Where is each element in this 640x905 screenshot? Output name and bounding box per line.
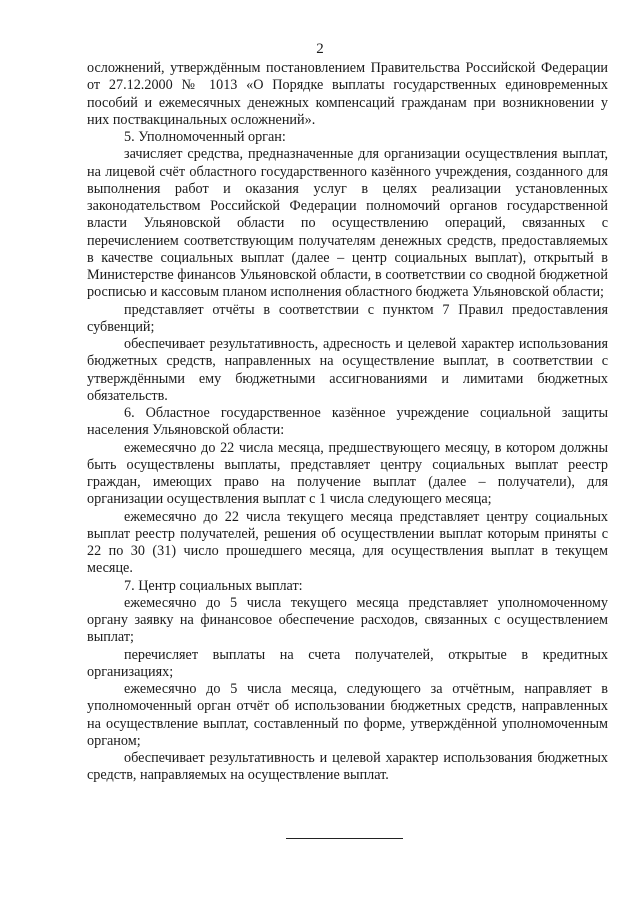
section-7-heading: 7. Центр социальных выплат: [124,577,303,594]
paragraph-continuation: осложнений, утверждённым постановлением Правительства Российской Федерации от 27.12.2000 № 1013 «О Порядке выплаты государственных единовременных пособий и ежемесячных денежных компенсаций гражданам при возникновении у них поствакцинальных осложнений». [87,60,608,128]
paragraph-usage-report: ежемесячно до 5 числа месяца, следующего за отчётным, направляет в уполномоченный орган отчёт об использовании бюджетных средств, направленных на осуществление выплат, составленный по форме, утверждённой уполномоченным органом; [87,681,608,749]
section-5-heading: 5. Уполномоченный орган: [124,129,286,145]
closing-divider [286,838,403,839]
section-6-heading: 6. Областное государственное казённое учреждение социальной защиты населения Ульяновской области: [87,405,608,439]
paragraph-registry-monthly: ежемесячно до 22 числа месяца, предшествующего месяцу, в котором должны быть осуществлены выплаты, представляет центру социальных выплат реестр граждан, имеющих право на получение выплат (далее – получатели), для организации осуществления выплат с 1 числа следующего месяца; [87,439,608,508]
paragraph-targeted-use: обеспечивает результативность и целевой характер использования бюджетных средств, направляемых на осуществление выплат. [87,750,608,784]
page-number: 2 [316,41,324,57]
paragraph-reports: представляет отчёты в соответствии с пунктом 7 Правил предоставления субвенций; [87,301,608,335]
paragraph-registry-current: ежемесячно до 22 числа текущего месяца представляет центру социальных выплат реестр получателей, решения об осуществлении выплат которым приняты с 22 по 30 (31) число прошедшего месяца, для осуществления выплат в текущем месяце. [87,508,608,577]
document-body [87,60,608,785]
paragraph-funding-request: ежемесячно до 5 числа текущего месяца представляет уполномоченному органу заявку на финансовое обеспечение расходов, связанных с осуществлением выплат; [87,594,608,646]
paragraph-transfers: перечисляет выплаты на счета получателей, открытые в кредитных организациях; [87,646,608,680]
paragraph-funding-transfer: зачисляет средства, предназначенные для организации осуществления выплат, на лицевой счёт областного государственного казённого учреждения, созданного для выполнения работ и оказания услуг в целях реализации установленных законодательством Российской Федерации полномочий органов государственной власти Ульяновской области по осуществлению операций, связанных с перечислением соответствующим получателям денежных средств, предоставляемых в качестве социальных выплат (далее – центр социальных выплат), открытый в Министерстве финансов Ульяновской области, в соответствии со сводной бюджетной росписью и кассовым планом исполнения областного бюджета Ульяновской области; [87,146,608,301]
paragraph-effectiveness: обеспечивает результативность, адресность и целевой характер использования бюджетных средств, направленных на осуществление выплат, в соответствии с утверждёнными ему бюджетными ассигнованиями и лимитами бюджетных обязательств. [87,336,608,404]
